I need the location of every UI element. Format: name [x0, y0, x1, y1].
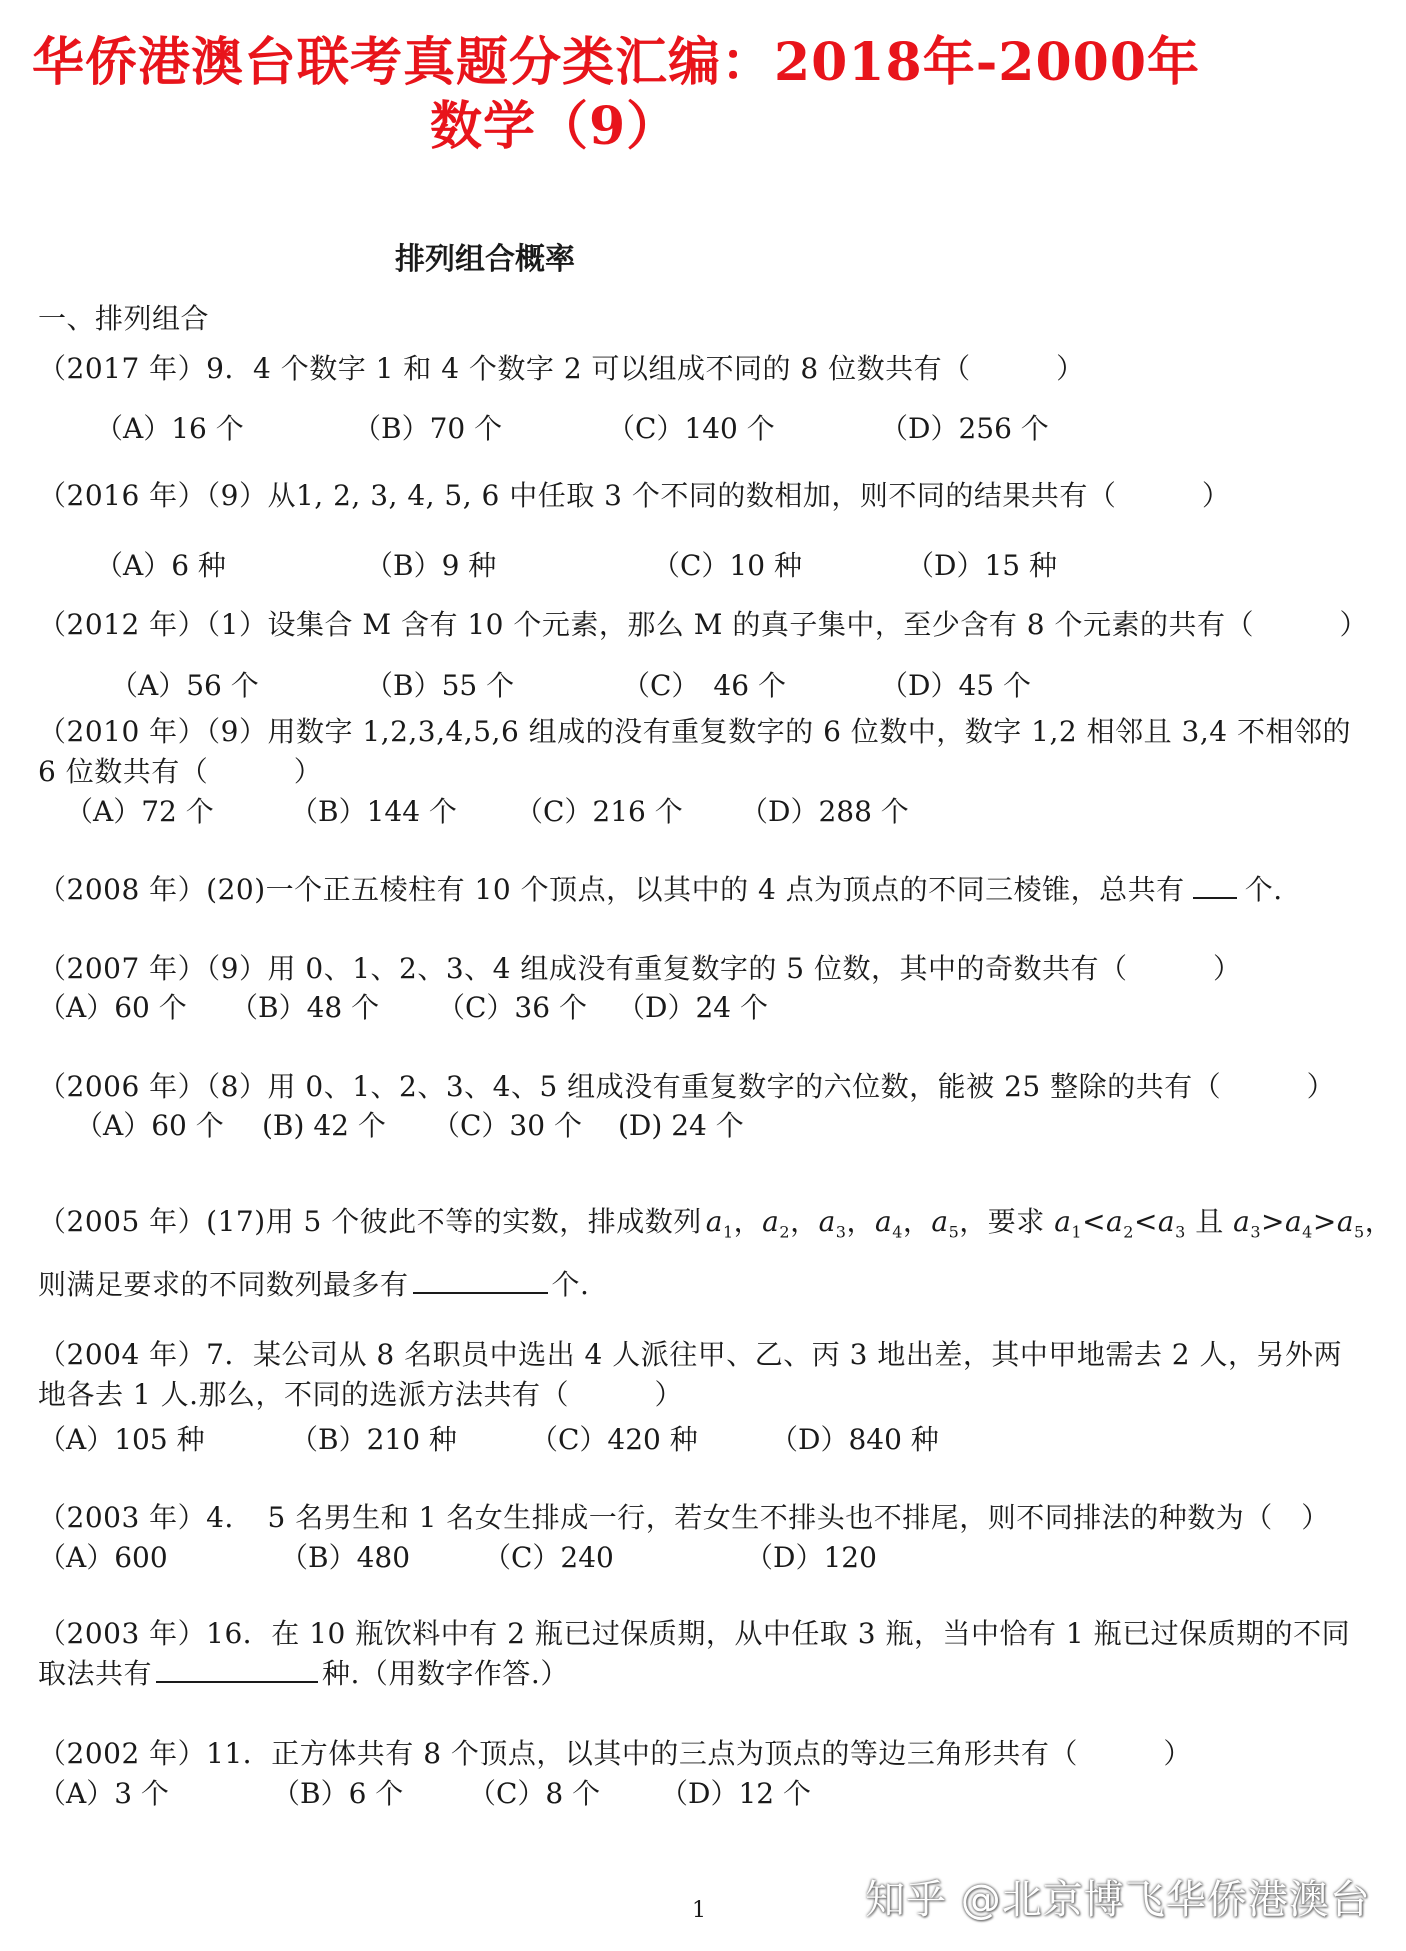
option-a: （A）16 个: [95, 412, 244, 445]
question-suffix: 个.: [1244, 873, 1283, 906]
option-a: （A）72 个: [65, 795, 214, 828]
option-c: （C）140 个: [607, 412, 775, 445]
question-2017-9: （2017 年）9．4 个数字 1 和 4 个数字 2 可以组成不同的 8 位数共有（ ）: [38, 352, 1085, 385]
option-a: （A）60 个: [75, 1109, 224, 1142]
question-text: （2005 年）(17)用 5 个彼此不等的实数，排成数列: [38, 1205, 702, 1238]
question-2003-4: （2003 年）4． 5 名男生和 1 名女生排成一行，若女生不排头也不排尾，则不同排法的种数为（ ）: [38, 1501, 1330, 1534]
question-text: （2003 年）16．在 10 瓶饮料中有 2 瓶已过保质期，从中任取 3 瓶，当中恰有 1 瓶已过保质期的不同取法共有: [38, 1617, 1351, 1690]
question-2005-17-line2: [38, 1263, 589, 1303]
option-c: （C）8 个: [468, 1777, 601, 1810]
option-d: （D）288 个: [740, 795, 909, 828]
question-2004-7: （2004 年）7．某公司从 8 名职员中选出 4 人派往甲、乙、丙 3 地出差，其中甲地需去 2 人，另外两地各去 1 人.那么，不同的选派方法共有（ ）: [38, 1338, 1342, 1411]
option-a: （A）60 个: [38, 991, 187, 1024]
question-2008-20: [38, 868, 1283, 908]
question-2005-17: （2005 年）(17)用 5 个彼此不等的实数，排成数列 $a_1$，$a_2$，$a_3$，$a_4$，$a_5$，要求 $a_1<a_2<a_3$ 且 $a_3>a_4>a_5$，: [38, 1205, 1394, 1242]
option-d: （D）12 个: [660, 1777, 811, 1810]
watermark: 知乎 @北京博飞华侨港澳台: [865, 1877, 1371, 1923]
question-2010-9: （2010 年）（9）用数字 1,2,3,4,5,6 组成的没有重复数字的 6 位数中，数字 1,2 相邻且 3,4 不相邻的 6 位数共有（ ）: [38, 715, 1351, 788]
option-d: （D）120: [745, 1541, 877, 1574]
page-number: 1: [692, 1898, 706, 1923]
option-b: （B）70 个: [353, 412, 503, 445]
option-c: （C）216 个: [515, 795, 683, 828]
option-d: （D）24 个: [617, 991, 768, 1024]
question-2006-8: （2006 年）（8）用 0、1、2、3、4、5 组成没有重复数字的六位数，能被 25 整除的共有（ ）: [38, 1070, 1336, 1103]
option-b: （B）55 个: [365, 669, 515, 702]
option-d: (D) 24 个: [618, 1109, 744, 1142]
document-title-line1: 华侨港澳台联考真题分类汇编：2018年-2000年: [32, 32, 1201, 93]
question-text-line2: 则满足要求的不同数列最多有: [38, 1268, 409, 1301]
option-c: （C）10 种: [652, 549, 802, 582]
option-d: （D）256 个: [880, 412, 1049, 445]
option-c: （C） 46 个: [622, 669, 786, 702]
question-text: （2008 年）(20)一个正五棱柱有 10 个顶点，以其中的 4 点为顶点的不同三棱锥，总共有: [38, 873, 1185, 906]
option-b: （B）48 个: [230, 991, 380, 1024]
question-2002-11: （2002 年）11．正方体共有 8 个顶点，以其中的三点为顶点的等边三角形共有（ ）: [38, 1737, 1192, 1770]
option-b: （B）144 个: [290, 795, 457, 828]
question-2007-9: （2007 年）（9）用 0、1、2、3、4 组成没有重复数字的 5 位数，其中的奇数共有（ ）: [38, 952, 1242, 985]
question-2016-9: （2016 年）（9）从1, 2, 3, 4, 5, 6 中任取 3 个不同的数相加，则不同的结果共有（ ）: [38, 479, 1231, 512]
option-a: （A）600: [38, 1541, 168, 1574]
option-b: (B) 42 个: [262, 1109, 386, 1142]
question-suffix: 个.: [551, 1268, 590, 1301]
option-b: （B）9 种: [365, 549, 497, 582]
question-2012-1: （2012 年）（1）设集合 M 含有 10 个元素，那么 M 的真子集中，至少含有 8 个元素的共有（ ）: [38, 608, 1368, 641]
option-a: （A）56 个: [110, 669, 259, 702]
document-title-line2: 数学（9）: [430, 96, 680, 157]
option-c: （C）30 个: [432, 1109, 582, 1142]
answer-blank: [413, 1291, 548, 1294]
option-d: （D）840 种: [770, 1423, 939, 1456]
option-a: （A）105 种: [38, 1423, 205, 1456]
option-b: （B）6 个: [272, 1777, 404, 1810]
option-d: （D）15 种: [906, 549, 1057, 582]
option-c: （C）240: [483, 1541, 614, 1574]
option-d: （D）45 个: [880, 669, 1031, 702]
question-suffix: 种.（用数字作答.）: [322, 1657, 569, 1690]
option-c: （C）36 个: [437, 991, 587, 1024]
option-b: （B）210 种: [290, 1423, 457, 1456]
section-subtitle: 一、排列组合: [38, 302, 210, 335]
option-a: （A）6 种: [95, 549, 226, 582]
option-c: （C）420 种: [530, 1423, 698, 1456]
option-b: （B）480: [280, 1541, 411, 1574]
option-a: （A）3 个: [38, 1777, 169, 1810]
answer-blank: [156, 1680, 318, 1683]
section-title: 排列组合概率: [395, 242, 575, 277]
question-2003-16: [38, 1614, 1368, 1694]
answer-blank: [1193, 896, 1237, 899]
